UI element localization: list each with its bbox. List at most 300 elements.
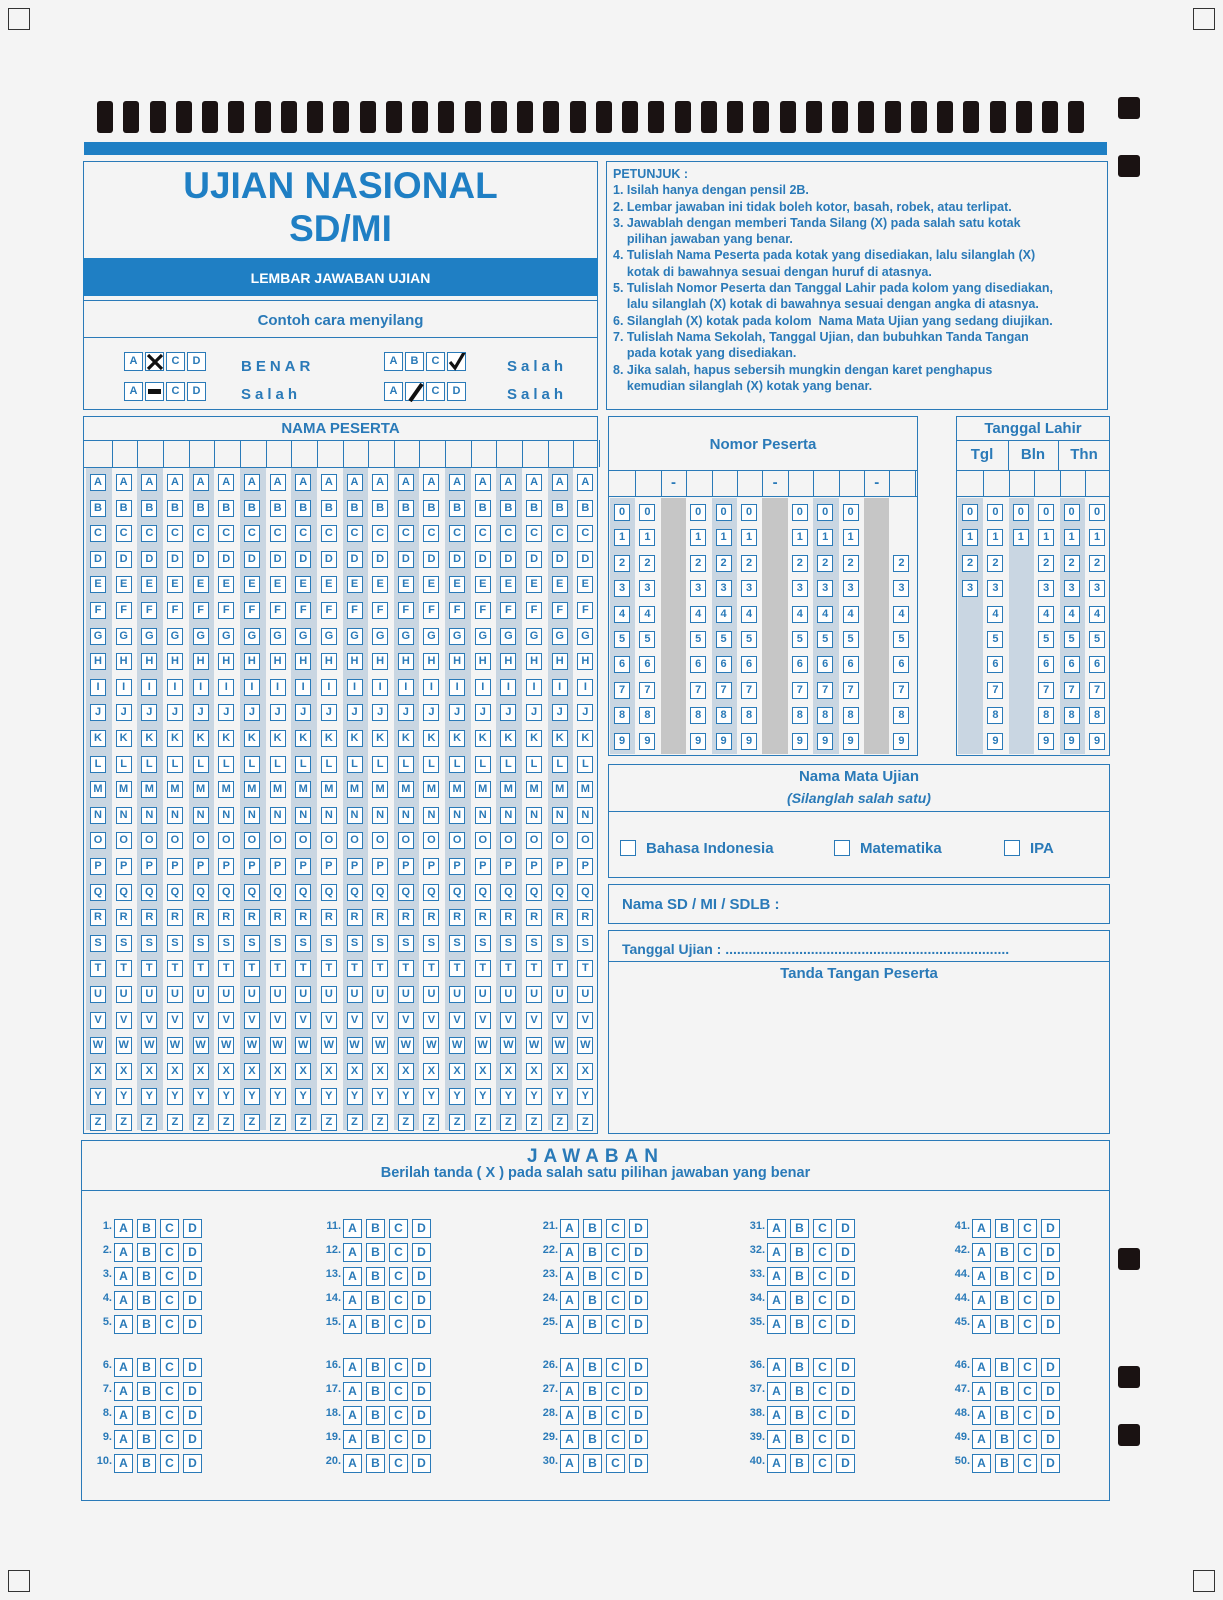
name-letter-bubble[interactable]: K <box>449 730 465 747</box>
name-letter-bubble[interactable]: P <box>577 858 593 875</box>
name-letter-bubble[interactable]: R <box>475 909 491 926</box>
answer-option-bubble[interactable]: A <box>767 1382 786 1401</box>
name-letter-bubble[interactable]: X <box>372 1063 388 1080</box>
answer-option-bubble[interactable]: D <box>629 1430 648 1449</box>
name-char-box[interactable] <box>471 442 495 466</box>
name-letter-bubble[interactable]: N <box>321 807 337 824</box>
name-letter-bubble[interactable]: S <box>372 935 388 952</box>
participant-number-bubble[interactable]: 7 <box>843 682 859 699</box>
name-letter-bubble[interactable]: L <box>552 756 568 773</box>
name-letter-bubble[interactable]: I <box>193 679 209 696</box>
name-letter-bubble[interactable]: Z <box>526 1114 542 1131</box>
answer-option-bubble[interactable]: C <box>389 1382 408 1401</box>
answer-option-bubble[interactable]: C <box>389 1454 408 1473</box>
name-letter-bubble[interactable]: J <box>398 704 414 721</box>
name-letter-bubble[interactable]: J <box>270 704 286 721</box>
name-letter-bubble[interactable]: H <box>552 653 568 670</box>
name-letter-bubble[interactable]: A <box>398 474 414 491</box>
name-char-box[interactable] <box>112 442 136 466</box>
answer-option-bubble[interactable]: D <box>629 1219 648 1238</box>
answer-option-bubble[interactable]: C <box>160 1243 179 1262</box>
answer-option-bubble[interactable]: B <box>790 1406 809 1425</box>
answer-option-bubble[interactable]: B <box>995 1454 1014 1473</box>
name-letter-bubble[interactable]: D <box>321 551 337 568</box>
name-letter-bubble[interactable]: N <box>193 807 209 824</box>
answer-option-bubble[interactable]: D <box>183 1430 202 1449</box>
name-letter-bubble[interactable]: N <box>167 807 183 824</box>
name-letter-bubble[interactable]: G <box>295 628 311 645</box>
name-letter-bubble[interactable]: F <box>141 602 157 619</box>
answer-option-bubble[interactable]: C <box>813 1267 832 1286</box>
name-letter-bubble[interactable]: B <box>500 500 516 517</box>
name-letter-bubble[interactable]: O <box>526 832 542 849</box>
name-letter-bubble[interactable]: B <box>167 500 183 517</box>
name-letter-bubble[interactable]: L <box>218 756 234 773</box>
name-letter-bubble[interactable]: L <box>449 756 465 773</box>
name-letter-bubble[interactable]: J <box>372 704 388 721</box>
name-letter-bubble[interactable]: U <box>193 986 209 1003</box>
name-letter-bubble[interactable]: P <box>347 858 363 875</box>
name-letter-bubble[interactable]: M <box>141 781 157 798</box>
name-letter-bubble[interactable]: F <box>270 602 286 619</box>
name-char-box[interactable] <box>343 442 367 466</box>
name-letter-bubble[interactable]: U <box>218 986 234 1003</box>
name-letter-bubble[interactable]: M <box>270 781 286 798</box>
name-letter-bubble[interactable]: C <box>270 525 286 542</box>
name-letter-bubble[interactable]: Q <box>193 884 209 901</box>
name-letter-bubble[interactable]: V <box>398 1012 414 1029</box>
name-letter-bubble[interactable]: T <box>321 960 337 977</box>
name-char-box[interactable] <box>548 442 572 466</box>
name-letter-bubble[interactable]: W <box>423 1037 439 1054</box>
name-letter-bubble[interactable]: T <box>449 960 465 977</box>
name-letter-bubble[interactable]: K <box>90 730 106 747</box>
answer-option-bubble[interactable]: D <box>1041 1430 1060 1449</box>
name-letter-bubble[interactable]: Q <box>295 884 311 901</box>
answer-option-bubble[interactable]: C <box>160 1430 179 1449</box>
answer-option-bubble[interactable]: D <box>836 1406 855 1425</box>
name-letter-bubble[interactable]: Y <box>449 1088 465 1105</box>
name-letter-bubble[interactable]: J <box>577 704 593 721</box>
birth-date-bubble[interactable]: 1 <box>962 529 978 546</box>
name-letter-bubble[interactable]: E <box>398 576 414 593</box>
name-letter-bubble[interactable]: V <box>372 1012 388 1029</box>
answer-option-bubble[interactable]: A <box>767 1358 786 1377</box>
name-letter-bubble[interactable]: T <box>270 960 286 977</box>
participant-number-bubble[interactable]: 6 <box>639 656 655 673</box>
answer-option-bubble[interactable]: A <box>343 1315 362 1334</box>
answer-option-bubble[interactable]: D <box>412 1243 431 1262</box>
answer-option-bubble[interactable]: D <box>836 1243 855 1262</box>
birth-date-bubble[interactable]: 8 <box>987 707 1003 724</box>
answer-option-bubble[interactable]: D <box>412 1406 431 1425</box>
name-letter-bubble[interactable]: P <box>116 858 132 875</box>
name-letter-bubble[interactable]: O <box>270 832 286 849</box>
name-letter-bubble[interactable]: Z <box>218 1114 234 1131</box>
name-letter-bubble[interactable]: X <box>398 1063 414 1080</box>
participant-number-bubble[interactable]: 2 <box>893 555 909 572</box>
name-letter-bubble[interactable]: A <box>475 474 491 491</box>
name-letter-bubble[interactable]: H <box>295 653 311 670</box>
name-letter-bubble[interactable]: G <box>321 628 337 645</box>
name-letter-bubble[interactable]: H <box>577 653 593 670</box>
answer-option-bubble[interactable]: B <box>790 1358 809 1377</box>
participant-number-bubble[interactable]: 7 <box>614 682 630 699</box>
participant-number-bubble[interactable]: 7 <box>893 682 909 699</box>
name-letter-bubble[interactable]: S <box>398 935 414 952</box>
name-letter-bubble[interactable]: D <box>398 551 414 568</box>
name-letter-bubble[interactable]: G <box>116 628 132 645</box>
name-letter-bubble[interactable]: H <box>141 653 157 670</box>
name-letter-bubble[interactable]: G <box>577 628 593 645</box>
name-letter-bubble[interactable]: U <box>526 986 542 1003</box>
name-letter-bubble[interactable]: W <box>552 1037 568 1054</box>
birth-date-bubble[interactable]: 1 <box>987 529 1003 546</box>
answer-option-bubble[interactable]: D <box>1041 1291 1060 1310</box>
name-letter-bubble[interactable]: D <box>295 551 311 568</box>
name-letter-bubble[interactable]: E <box>423 576 439 593</box>
answer-option-bubble[interactable]: B <box>137 1382 156 1401</box>
name-letter-bubble[interactable]: F <box>116 602 132 619</box>
name-letter-bubble[interactable]: K <box>244 730 260 747</box>
name-letter-bubble[interactable]: X <box>244 1063 260 1080</box>
name-letter-bubble[interactable]: N <box>244 807 260 824</box>
answer-option-bubble[interactable]: C <box>1018 1267 1037 1286</box>
name-letter-bubble[interactable]: E <box>167 576 183 593</box>
name-letter-bubble[interactable]: E <box>347 576 363 593</box>
name-letter-bubble[interactable]: A <box>526 474 542 491</box>
name-letter-bubble[interactable]: U <box>167 986 183 1003</box>
name-letter-bubble[interactable]: D <box>449 551 465 568</box>
name-letter-bubble[interactable]: T <box>193 960 209 977</box>
name-letter-bubble[interactable]: W <box>372 1037 388 1054</box>
birth-date-bubble[interactable]: 0 <box>1038 504 1054 521</box>
name-letter-bubble[interactable]: H <box>398 653 414 670</box>
answer-option-bubble[interactable]: B <box>366 1267 385 1286</box>
name-letter-bubble[interactable]: K <box>423 730 439 747</box>
answer-option-bubble[interactable]: C <box>1018 1219 1037 1238</box>
name-letter-bubble[interactable]: O <box>90 832 106 849</box>
name-letter-bubble[interactable]: A <box>90 474 106 491</box>
answer-option-bubble[interactable]: B <box>137 1406 156 1425</box>
answer-option-bubble[interactable]: A <box>343 1454 362 1473</box>
name-letter-bubble[interactable]: Z <box>116 1114 132 1131</box>
birth-date-bubble[interactable]: 0 <box>1013 504 1029 521</box>
participant-number-bubble[interactable]: 8 <box>716 707 732 724</box>
name-letter-bubble[interactable]: E <box>295 576 311 593</box>
name-letter-bubble[interactable]: B <box>526 500 542 517</box>
participant-number-bubble[interactable]: 4 <box>893 606 909 623</box>
name-letter-bubble[interactable]: I <box>552 679 568 696</box>
name-letter-bubble[interactable]: S <box>526 935 542 952</box>
name-letter-bubble[interactable]: J <box>552 704 568 721</box>
name-letter-bubble[interactable]: V <box>244 1012 260 1029</box>
answer-option-bubble[interactable]: C <box>813 1430 832 1449</box>
answer-option-bubble[interactable]: D <box>1041 1406 1060 1425</box>
answer-option-bubble[interactable]: A <box>972 1243 991 1262</box>
answer-option-bubble[interactable]: D <box>412 1430 431 1449</box>
participant-number-bubble[interactable]: 4 <box>741 606 757 623</box>
name-letter-bubble[interactable]: C <box>295 525 311 542</box>
name-letter-bubble[interactable]: S <box>500 935 516 952</box>
name-letter-bubble[interactable]: U <box>500 986 516 1003</box>
name-letter-bubble[interactable]: X <box>423 1063 439 1080</box>
participant-number-bubble[interactable]: 8 <box>817 707 833 724</box>
participant-number-bubble[interactable]: 0 <box>716 504 732 521</box>
name-letter-bubble[interactable]: R <box>449 909 465 926</box>
name-letter-bubble[interactable]: U <box>552 986 568 1003</box>
participant-number-bubble[interactable]: 9 <box>817 733 833 750</box>
name-letter-bubble[interactable]: S <box>423 935 439 952</box>
name-letter-bubble[interactable]: Y <box>526 1088 542 1105</box>
name-letter-bubble[interactable]: C <box>372 525 388 542</box>
name-letter-bubble[interactable]: H <box>500 653 516 670</box>
answer-option-bubble[interactable]: D <box>183 1243 202 1262</box>
name-letter-bubble[interactable]: Y <box>475 1088 491 1105</box>
name-letter-bubble[interactable]: W <box>141 1037 157 1054</box>
participant-number-bubble[interactable]: 6 <box>792 656 808 673</box>
birth-date-bubble[interactable]: 9 <box>1038 733 1054 750</box>
name-letter-bubble[interactable]: E <box>449 576 465 593</box>
name-letter-bubble[interactable]: L <box>577 756 593 773</box>
name-letter-bubble[interactable]: H <box>218 653 234 670</box>
name-letter-bubble[interactable]: I <box>116 679 132 696</box>
name-letter-bubble[interactable]: H <box>90 653 106 670</box>
name-letter-bubble[interactable]: S <box>270 935 286 952</box>
participant-number-bubble[interactable]: 5 <box>690 631 706 648</box>
name-letter-bubble[interactable]: N <box>398 807 414 824</box>
name-letter-bubble[interactable]: G <box>193 628 209 645</box>
answer-option-bubble[interactable]: C <box>160 1454 179 1473</box>
name-letter-bubble[interactable]: B <box>552 500 568 517</box>
answer-option-bubble[interactable]: B <box>995 1358 1014 1377</box>
answer-option-bubble[interactable]: D <box>836 1315 855 1334</box>
name-letter-bubble[interactable]: M <box>116 781 132 798</box>
name-letter-bubble[interactable]: G <box>141 628 157 645</box>
subject-checkbox-bahasa[interactable] <box>620 840 636 856</box>
name-letter-bubble[interactable]: M <box>423 781 439 798</box>
answer-option-bubble[interactable]: C <box>389 1315 408 1334</box>
name-letter-bubble[interactable]: M <box>244 781 260 798</box>
name-letter-bubble[interactable]: X <box>526 1063 542 1080</box>
participant-number-bubble[interactable]: 5 <box>614 631 630 648</box>
participant-number-bubble[interactable]: 3 <box>843 580 859 597</box>
answer-option-bubble[interactable]: D <box>183 1315 202 1334</box>
answer-option-bubble[interactable]: A <box>972 1406 991 1425</box>
name-letter-bubble[interactable]: Q <box>141 884 157 901</box>
birth-date-bubble[interactable]: 3 <box>962 580 978 597</box>
participant-number-bubble[interactable]: 0 <box>690 504 706 521</box>
name-letter-bubble[interactable]: H <box>372 653 388 670</box>
name-letter-bubble[interactable]: J <box>141 704 157 721</box>
name-letter-bubble[interactable]: Z <box>449 1114 465 1131</box>
name-letter-bubble[interactable]: S <box>244 935 260 952</box>
name-letter-bubble[interactable]: M <box>167 781 183 798</box>
answer-option-bubble[interactable]: B <box>995 1291 1014 1310</box>
name-letter-bubble[interactable]: J <box>90 704 106 721</box>
name-letter-bubble[interactable]: F <box>244 602 260 619</box>
name-letter-bubble[interactable]: A <box>244 474 260 491</box>
name-letter-bubble[interactable]: D <box>526 551 542 568</box>
name-letter-bubble[interactable]: E <box>372 576 388 593</box>
name-letter-bubble[interactable]: A <box>295 474 311 491</box>
participant-number-bubble[interactable]: 3 <box>741 580 757 597</box>
answer-option-bubble[interactable]: C <box>389 1358 408 1377</box>
answer-option-bubble[interactable]: D <box>412 1219 431 1238</box>
name-letter-bubble[interactable]: F <box>218 602 234 619</box>
answer-option-bubble[interactable]: C <box>1018 1315 1037 1334</box>
birth-date-bubble[interactable]: 1 <box>1064 529 1080 546</box>
answer-option-bubble[interactable]: C <box>160 1291 179 1310</box>
answer-option-bubble[interactable]: B <box>583 1454 602 1473</box>
participant-number-bubble[interactable]: 3 <box>639 580 655 597</box>
name-letter-bubble[interactable]: N <box>526 807 542 824</box>
name-letter-bubble[interactable]: M <box>398 781 414 798</box>
answer-option-bubble[interactable]: D <box>412 1267 431 1286</box>
name-letter-bubble[interactable]: G <box>347 628 363 645</box>
name-letter-bubble[interactable]: C <box>116 525 132 542</box>
name-letter-bubble[interactable]: Y <box>141 1088 157 1105</box>
participant-number-bubble[interactable]: 1 <box>690 529 706 546</box>
answer-option-bubble[interactable]: A <box>767 1219 786 1238</box>
name-letter-bubble[interactable]: G <box>372 628 388 645</box>
participant-number-bubble[interactable]: 6 <box>741 656 757 673</box>
answer-option-bubble[interactable]: B <box>366 1291 385 1310</box>
answer-option-bubble[interactable]: A <box>560 1382 579 1401</box>
participant-number-bubble[interactable]: 7 <box>716 682 732 699</box>
name-letter-bubble[interactable]: R <box>372 909 388 926</box>
answer-option-bubble[interactable]: B <box>366 1454 385 1473</box>
name-letter-bubble[interactable]: K <box>398 730 414 747</box>
name-letter-bubble[interactable]: G <box>526 628 542 645</box>
answer-option-bubble[interactable]: B <box>583 1406 602 1425</box>
answer-option-bubble[interactable]: A <box>560 1406 579 1425</box>
name-letter-bubble[interactable]: B <box>449 500 465 517</box>
answer-option-bubble[interactable]: A <box>343 1243 362 1262</box>
name-letter-bubble[interactable]: T <box>295 960 311 977</box>
name-letter-bubble[interactable]: A <box>449 474 465 491</box>
answer-option-bubble[interactable]: A <box>343 1358 362 1377</box>
name-letter-bubble[interactable]: A <box>116 474 132 491</box>
participant-number-bubble[interactable]: 2 <box>792 555 808 572</box>
name-letter-bubble[interactable]: H <box>270 653 286 670</box>
name-letter-bubble[interactable]: L <box>116 756 132 773</box>
answer-option-bubble[interactable]: A <box>972 1291 991 1310</box>
name-letter-bubble[interactable]: Y <box>218 1088 234 1105</box>
answer-option-bubble[interactable]: C <box>389 1219 408 1238</box>
birth-date-bubble[interactable]: 2 <box>987 555 1003 572</box>
name-letter-bubble[interactable]: P <box>449 858 465 875</box>
name-letter-bubble[interactable]: N <box>295 807 311 824</box>
answer-option-bubble[interactable]: D <box>183 1291 202 1310</box>
name-char-box[interactable] <box>240 442 264 466</box>
name-letter-bubble[interactable]: I <box>218 679 234 696</box>
name-letter-bubble[interactable]: F <box>526 602 542 619</box>
answer-option-bubble[interactable]: B <box>366 1430 385 1449</box>
name-letter-bubble[interactable]: V <box>193 1012 209 1029</box>
name-letter-bubble[interactable]: X <box>270 1063 286 1080</box>
name-letter-bubble[interactable]: B <box>577 500 593 517</box>
name-letter-bubble[interactable]: C <box>193 525 209 542</box>
name-letter-bubble[interactable]: W <box>577 1037 593 1054</box>
answer-option-bubble[interactable]: C <box>813 1382 832 1401</box>
name-letter-bubble[interactable]: N <box>218 807 234 824</box>
birth-date-bubble[interactable]: 0 <box>1089 504 1105 521</box>
birth-date-bubble[interactable]: 6 <box>987 656 1003 673</box>
name-letter-bubble[interactable]: O <box>141 832 157 849</box>
name-letter-bubble[interactable]: O <box>423 832 439 849</box>
name-letter-bubble[interactable]: P <box>244 858 260 875</box>
name-letter-bubble[interactable]: C <box>475 525 491 542</box>
answer-option-bubble[interactable]: A <box>114 1406 133 1425</box>
name-letter-bubble[interactable]: F <box>552 602 568 619</box>
name-letter-bubble[interactable]: G <box>500 628 516 645</box>
birth-date-bubble[interactable]: 2 <box>1089 555 1105 572</box>
name-letter-bubble[interactable]: O <box>552 832 568 849</box>
name-letter-bubble[interactable]: N <box>449 807 465 824</box>
answer-option-bubble[interactable]: C <box>606 1406 625 1425</box>
answer-option-bubble[interactable]: B <box>137 1243 156 1262</box>
name-char-box[interactable] <box>394 442 418 466</box>
name-letter-bubble[interactable]: L <box>372 756 388 773</box>
birth-date-bubble[interactable]: 8 <box>1064 707 1080 724</box>
name-letter-bubble[interactable]: T <box>526 960 542 977</box>
name-letter-bubble[interactable]: Z <box>321 1114 337 1131</box>
birth-date-bubble[interactable]: 5 <box>1089 631 1105 648</box>
participant-number-bubble[interactable]: 0 <box>614 504 630 521</box>
answer-option-bubble[interactable]: A <box>114 1267 133 1286</box>
name-char-box[interactable] <box>266 442 290 466</box>
name-letter-bubble[interactable]: S <box>116 935 132 952</box>
name-letter-bubble[interactable]: E <box>475 576 491 593</box>
answer-option-bubble[interactable]: B <box>366 1358 385 1377</box>
name-letter-bubble[interactable]: R <box>244 909 260 926</box>
answer-option-bubble[interactable]: C <box>389 1406 408 1425</box>
name-letter-bubble[interactable]: I <box>141 679 157 696</box>
answer-option-bubble[interactable]: B <box>137 1454 156 1473</box>
birth-date-bubble[interactable]: 2 <box>962 555 978 572</box>
participant-number-bubble[interactable]: 9 <box>716 733 732 750</box>
name-letter-bubble[interactable]: Q <box>116 884 132 901</box>
participant-number-bubble[interactable]: 8 <box>893 707 909 724</box>
participant-number-bubble[interactable]: 5 <box>817 631 833 648</box>
answer-option-bubble[interactable]: A <box>972 1315 991 1334</box>
answer-option-bubble[interactable]: D <box>629 1358 648 1377</box>
name-letter-bubble[interactable]: O <box>218 832 234 849</box>
answer-option-bubble[interactable]: D <box>183 1358 202 1377</box>
answer-option-bubble[interactable]: A <box>972 1358 991 1377</box>
name-letter-bubble[interactable]: B <box>475 500 491 517</box>
name-letter-bubble[interactable]: J <box>244 704 260 721</box>
name-letter-bubble[interactable]: E <box>552 576 568 593</box>
name-letter-bubble[interactable]: U <box>423 986 439 1003</box>
participant-number-bubble[interactable]: 6 <box>843 656 859 673</box>
name-char-box[interactable] <box>496 442 520 466</box>
name-letter-bubble[interactable]: B <box>193 500 209 517</box>
name-letter-bubble[interactable]: R <box>193 909 209 926</box>
name-letter-bubble[interactable]: I <box>500 679 516 696</box>
answer-option-bubble[interactable]: B <box>995 1430 1014 1449</box>
name-letter-bubble[interactable]: W <box>167 1037 183 1054</box>
participant-number-bubble[interactable]: 6 <box>893 656 909 673</box>
name-char-box[interactable] <box>291 442 315 466</box>
name-letter-bubble[interactable]: I <box>347 679 363 696</box>
name-letter-bubble[interactable]: Q <box>347 884 363 901</box>
name-letter-bubble[interactable]: L <box>167 756 183 773</box>
name-letter-bubble[interactable]: K <box>116 730 132 747</box>
name-letter-bubble[interactable]: L <box>295 756 311 773</box>
name-letter-bubble[interactable]: M <box>526 781 542 798</box>
